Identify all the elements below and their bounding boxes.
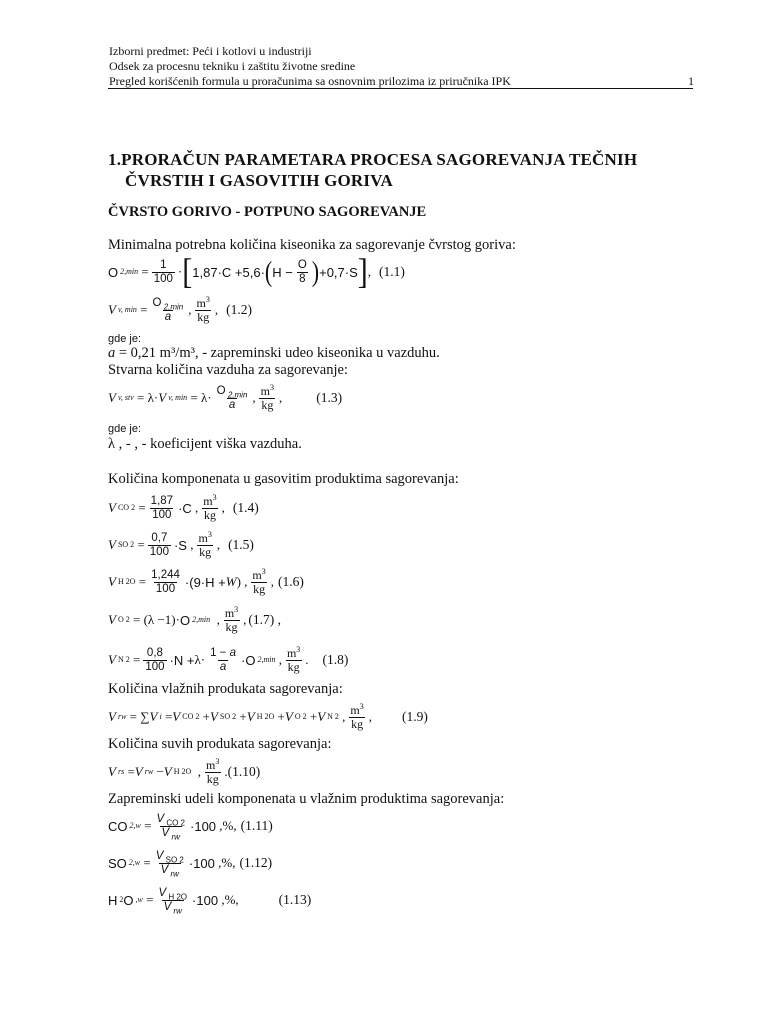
header-divider	[108, 88, 693, 89]
equation-1-5: V SO 2 = $\frac{0,7}{100}$ ·S , $\frac{m^3}{kg}$ , (1.5)	[108, 529, 254, 559]
equation-1-10: V rs = V rw − V H 2O , $\frac{m^3}{kg}$ . (1.10)	[108, 756, 261, 786]
paragraph-actual-air: Stvarna količina vazduha za sagorevanje:	[108, 362, 348, 378]
paragraph-min-oxygen: Minimalna potrebna količina kiseonika za sagorevanje čvrstog goriva:	[108, 237, 516, 253]
header-overview: Pregled korišćenih formula u proračunima sa osnovnim prilozima iz priručnika IPK	[109, 74, 511, 88]
page-number: 1	[688, 74, 694, 88]
where-label: gde je:	[108, 333, 142, 345]
equation-1-3: V v, stv = λ· V v, min = λ· $\frac{O _{2,min}}{a}$ , $\frac{m^3}{kg}$ , (1.3)	[108, 382, 343, 412]
paragraph-wet-products: Količina vlažnih produkata sagorevanja:	[108, 681, 343, 697]
equation-1-6: V H 2O = $\frac{1,244}{100}$ ·( 9 ·H + W ) , $\frac{m^3}{kg}$ , (1.6)	[108, 566, 304, 596]
equation-1-1: O 2,min = $\frac{1}{100}$ · [ 1,87 ·C + 5,6 · ( H − $\frac{O}{8}$ ) + 0,7 ·S ] , (1.1)	[108, 251, 405, 292]
header-department: Odsek za procesnu tekniku i zaštitu životne sredine	[109, 59, 356, 73]
equation-1-2: V v, min = $\frac{O _{2,min}}{a}$ , $\frac{m^3}{kg}$ , (1.2)	[108, 294, 252, 324]
equation-1-13: H 2 O ,w = $\frac{V _{H 2O}}{V _{rw}}$ ·100 ,%, (1.13)	[108, 886, 312, 915]
paragraph-components: Količina komponenata u gasovitim produktima sagorevanja:	[108, 471, 459, 487]
equation-number: (1.1)	[379, 264, 405, 279]
definition-a: a = 0,21 m³/m³, - zapreminski udeo kiseonika u vazduhu.	[108, 345, 440, 361]
paragraph-dry-products: Količina suvih produkata sagorevanja:	[108, 736, 332, 752]
equation-1-9: V rw = ∑ V i = V CO 2 + V SO 2 + V H 2O + V O 2 + V N 2 , $\frac{m^3}{kg}$ , (1.9)	[108, 701, 428, 731]
equation-1-4: V CO 2 = $\frac{1,87}{100}$ ·C , $\frac{m^3}{kg}$ , (1.4)	[108, 492, 259, 522]
section-heading: ČVRSTO GORIVO - POTPUNO SAGOREVANJE	[108, 204, 427, 220]
header-course: Izborni predmet: Peći i kotlovi u industriji	[109, 44, 312, 58]
equation-1-12: SO 2,w = $\frac{V _{SO 2}}{V _{rw}}$ ·100 ,%, (1.12)	[108, 849, 273, 878]
chapter-title-line2: ČVRSTIH I GASOVITIH GORIVA	[125, 171, 393, 190]
where-label: gde je:	[108, 423, 142, 435]
definition-lambda: λ , - , - koeficijent viška vazduha.	[108, 436, 302, 452]
equation-1-8: V N 2 = $\frac{0,8}{100}$ ·N + λ· $\frac{1 - a}{a}$ ·O 2,min , $\frac{m^3}{kg}$ . (1.8)	[108, 644, 349, 674]
paragraph-volume-fractions: Zapreminski udeli komponenata u vlažnim produktima sagorevanja:	[108, 791, 505, 807]
equation-1-11: CO 2,w = $\frac{V _{CO 2}}{V _{rw}}$ ·100 ,%, (1.11)	[108, 812, 273, 841]
chapter-title-line1: 1.PRORAČUN PARAMETARA PROCESA SAGOREVANJA TEČNIH	[108, 150, 638, 169]
equation-1-7: V O 2 = (λ −1)· O 2,min , $\frac{m^3}{kg}$ , (1.7) ,	[108, 604, 282, 634]
